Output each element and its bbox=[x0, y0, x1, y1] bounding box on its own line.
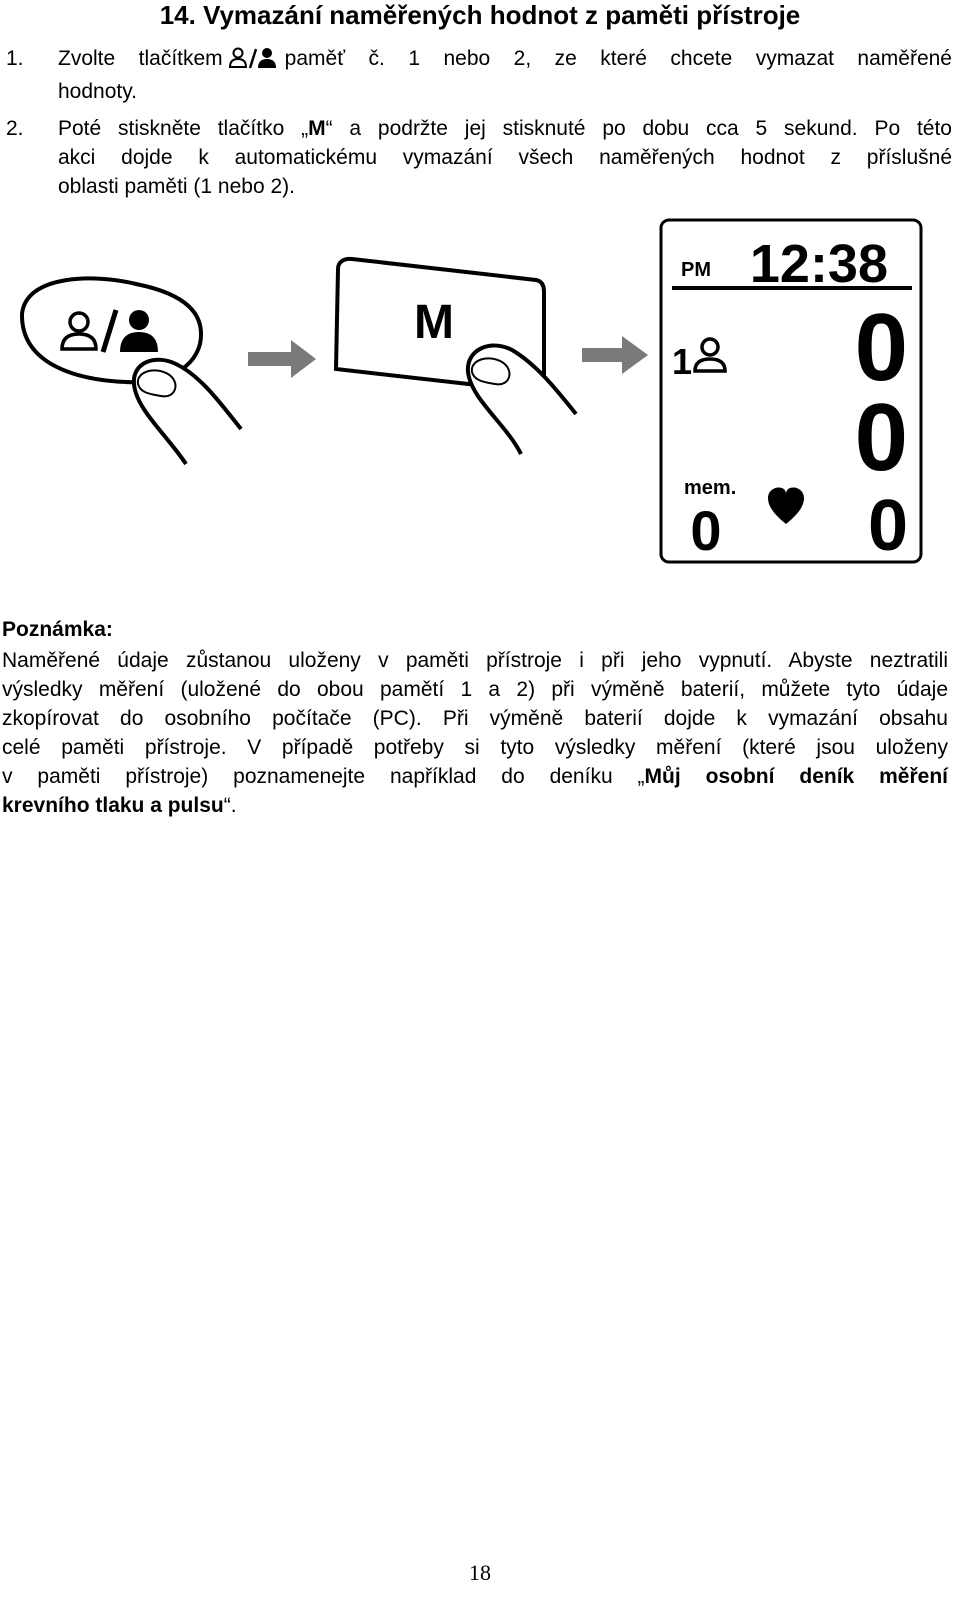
step-line: akci dojde k automatickému vymazání všech naměřených hodnot z příslušné bbox=[58, 146, 952, 169]
step-line bbox=[58, 44, 952, 77]
systolic-value: 0 bbox=[854, 294, 908, 401]
note-text bbox=[2, 646, 948, 820]
memory-number: 0 bbox=[690, 499, 722, 562]
diary-title-part: Můj osobní deník měření bbox=[644, 765, 948, 788]
note-line: celé paměti přístroje. V případě potřeby si tyto výsledky měření (které jsou uloženy bbox=[2, 736, 948, 759]
section-title: 14. Vymazání naměřených hodnot z paměti přístroje bbox=[159, 0, 801, 30]
clock-display: 12:38 bbox=[749, 234, 888, 294]
step-text-part: Zvolte tlačítkem bbox=[58, 47, 223, 70]
note-text-part: v paměti přístroje) poznamenejte například do deníku „ bbox=[2, 765, 645, 788]
step-text-part: Poté stiskněte tlačítko „ bbox=[58, 117, 309, 140]
step-text bbox=[58, 114, 952, 201]
diary-title-part: krevního tlaku a pulsu bbox=[2, 794, 224, 817]
memory-label: mem. bbox=[684, 477, 737, 499]
note-line: Naměřené údaje zůstanou uloženy v paměti přístroje i při jeho vypnutí. Abyste neztratili bbox=[2, 649, 948, 672]
note-line bbox=[2, 791, 948, 820]
note-line bbox=[2, 762, 948, 791]
note-line: zkopírovat do osobního počítače (PC). Při výměně baterií dojde k vymazání obsahu bbox=[2, 707, 948, 730]
lcd-display bbox=[661, 220, 921, 566]
step-number: 1. bbox=[6, 47, 24, 70]
user-toggle-icon bbox=[229, 47, 279, 77]
erase-memory-illustration bbox=[16, 214, 946, 584]
note-text-part: “. bbox=[223, 794, 237, 817]
step-text bbox=[58, 44, 952, 106]
diastolic-value: 0 bbox=[854, 384, 908, 491]
pulse-value: 0 bbox=[867, 486, 908, 566]
page-number: 18 bbox=[469, 1560, 491, 1585]
step-line: hodnoty. bbox=[58, 80, 138, 103]
step-text-part: paměť č. 1 nebo 2, ze které chcete vymazat naměřené bbox=[284, 47, 952, 70]
ampm-indicator: PM bbox=[681, 259, 711, 281]
note-heading: Poznámka: bbox=[2, 618, 113, 641]
step-line: oblasti paměti (1 nebo 2). bbox=[58, 175, 295, 198]
user-number: 1 bbox=[672, 341, 693, 382]
step-line bbox=[58, 114, 952, 143]
m-button-label: M bbox=[414, 296, 454, 349]
step-text-part: “ a podržte jej stisknuté po dobu cca 5 sekund. Po této bbox=[325, 117, 952, 140]
step-number: 2. bbox=[6, 117, 24, 140]
note-line: výsledky měření (uložené do obou pamětí 1 a 2) při výměně baterií, můžete tyto údaje bbox=[2, 678, 948, 701]
m-button-reference: M bbox=[308, 117, 326, 140]
